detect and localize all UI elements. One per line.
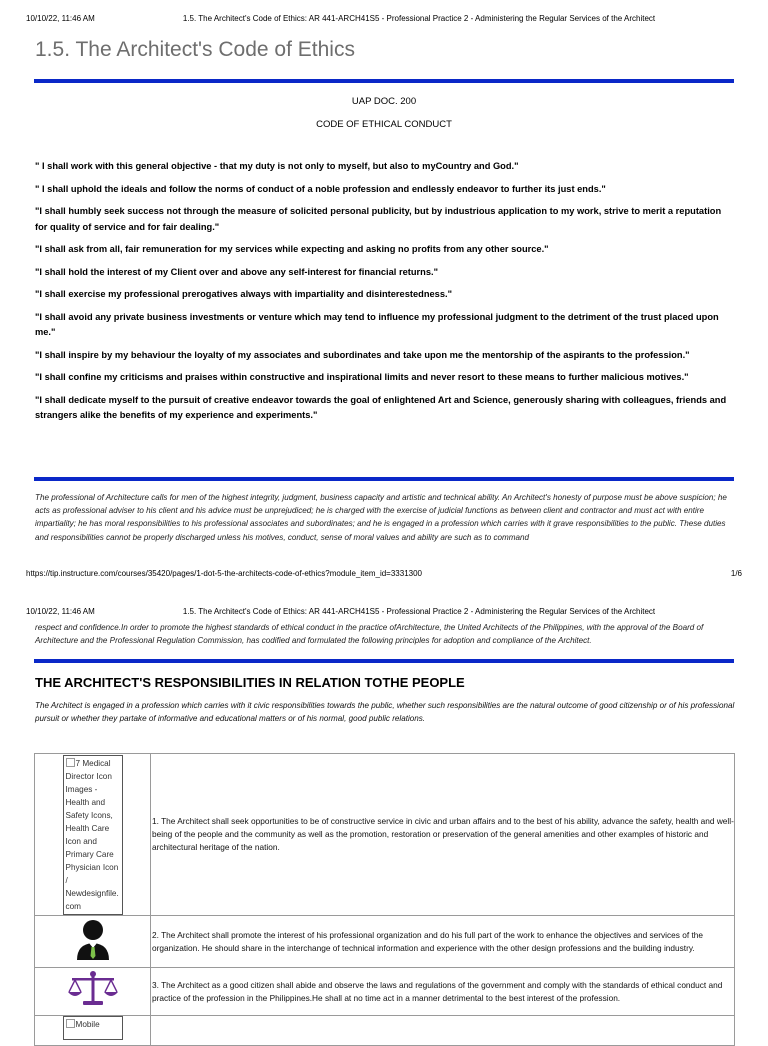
page-number: 1/6	[730, 569, 742, 578]
mobile-icon	[63, 1016, 123, 1040]
icon-cell	[35, 1016, 151, 1046]
statement: " I shall uphold the ideals and follow the norms of conduct of a noble profession and endlessly endeavor to further its just ends."	[35, 183, 606, 194]
statement: "I shall dedicate myself to the pursuit of creative endeavor towards the goal of enlightened Art and Science, generously sharing with colleagues, friends and strangers alike the benefits of my experience and experiments."	[35, 394, 727, 420]
broken-image-icon	[66, 758, 75, 767]
print-doc-title: 1.5. The Architect's Code of Ethics: AR 441-ARCH41S5 - Professional Practice 2 - Administering the Regular Services of the Architect	[182, 607, 656, 616]
continued-paragraph: respect and confidence.In order to promote the highest standards of ethical conduct in the practice ofArchitecture, the United Architects of the Philippines, with the approval of the Board of Architecture and the Professional Regulation Commission, has codified and formulated the following principles for adoption and compliance of the Architect.	[35, 623, 704, 646]
table-row	[35, 1016, 735, 1046]
print-timestamp: 10/10/22, 11:46 AM	[26, 607, 95, 616]
icon-cell	[35, 916, 151, 968]
ethics-statements	[35, 159, 735, 431]
table-row	[35, 968, 735, 1016]
doc-number: UAP DOC. 200	[351, 96, 417, 107]
responsibilities-table	[34, 753, 735, 1046]
print-doc-title: 1.5. The Architect's Code of Ethics: AR 441-ARCH41S5 - Professional Practice 2 - Administering the Regular Services of the Architect	[182, 14, 656, 23]
image-alt-text: 7 Medical Director Icon Images - Health and Safety Icons, Health Care Icon and Primary Care Physician Icon / Newdesignfile.com	[65, 758, 119, 911]
responsibility-text: 1. The Architect shall seek opportunities to be of constructive service in civic and urban affairs and to the best of his ability, advance the safety, health and well-being of the people and the community as well as the promotion, restoration or preservation of the general amenities and other examples of historic and architectural heritage of the nation.	[151, 754, 735, 916]
table-row	[35, 754, 735, 916]
responsibility-text	[151, 1016, 735, 1046]
responsibility-text: 2. The Architect shall promote the interest of his professional organization and do his full part of the work to enhance the objectives and services of the organization. He should share in the interchange of technical information and experience with the other design professions and the building industry.	[151, 916, 735, 968]
page-url: https://tip.instructure.com/courses/35420/pages/1-dot-5-the-architects-code-of-ethics?module_item_id=3331300	[26, 569, 422, 578]
responsibility-text: 3. The Architect as a good citizen shall abide and observe the laws and regulations of the government and comply with the standards of ethical conduct and practice of the profession in the Philippines.He shall at no time act in a manner detrimental to the best interest of the profession.	[151, 968, 735, 1016]
statement: "I shall confine my criticisms and praises within constructive and inspirational limits and never resort to these means to further malicious motives."	[35, 372, 689, 382]
icon-cell	[35, 968, 151, 1016]
statement: "I shall hold the interest of my Client over and above any self-interest for financial returns."	[35, 266, 438, 277]
divider-bar	[34, 79, 734, 83]
statement: "I shall humbly seek success not through the measure of solicited personal publicity, but by industrious application to my work, strive to merit a reputation for quality of service and for fair dealing."	[35, 206, 722, 232]
section-intro: The Architect is engaged in a profession which carries with it civic responsibilities towards the public, whether such responsibilities are the natural outcome of good citizenship or of his professional pursuit or whether they partake of informative and educational matters or of his normal, good public relations.	[35, 701, 735, 724]
businessman-icon	[75, 947, 111, 964]
statement: "I shall avoid any private business investments or venture which may tend to influence my professional judgment to the detriment of the trust placed upon me."	[35, 311, 719, 337]
table-row	[35, 916, 735, 968]
statement: "I shall ask from all, fair remuneration for my services while expecting and asking no profits from any other source."	[35, 244, 549, 254]
page-title: 1.5. The Architect's Code of Ethics	[35, 38, 355, 61]
statement: " I shall work with this general objective - that my duty is not only to myself, but also to myCountry and God."	[35, 161, 519, 171]
intro-paragraph: The professional of Architecture calls for men of the highest integrity, judgment, business capacity and artistic and technical ability. An Architect's honesty of purpose must be above suspicion; he acts as professional adviser to his client and his advice must be unprejudiced; he is charged with the exercise of judicial functions as between client and contractor and must act with entire impartiality; he has moral responsibilities to his professional associates and subordinates; and he is engaged in a profession which carries with it grave responsibilities to the public. These duties and responsibilities cannot be properly discharged unless his motives, conduct, sense of moral values and ability are such as to command	[35, 493, 727, 542]
section-title: THE ARCHITECT'S RESPONSIBILITIES IN RELATION TOTHE PEOPLE	[35, 675, 465, 690]
image-alt-text: Mobile	[75, 1020, 100, 1029]
divider-bar	[34, 477, 734, 481]
divider-bar	[34, 659, 734, 663]
icon-cell	[35, 754, 151, 916]
print-timestamp: 10/10/22, 11:46 AM	[26, 14, 95, 23]
statement: "I shall inspire by my behaviour the loyalty of my associates and subordinates and take upon me the mentorship of the aspirants to the profession."	[35, 349, 690, 360]
scales-of-justice-icon	[67, 995, 119, 1012]
statement: "I shall exercise my professional prerogatives always with impartiality and disinterestedness."	[35, 289, 453, 299]
medical-director-icon	[63, 755, 123, 915]
doc-subtitle: CODE OF ETHICAL CONDUCT	[316, 119, 452, 130]
